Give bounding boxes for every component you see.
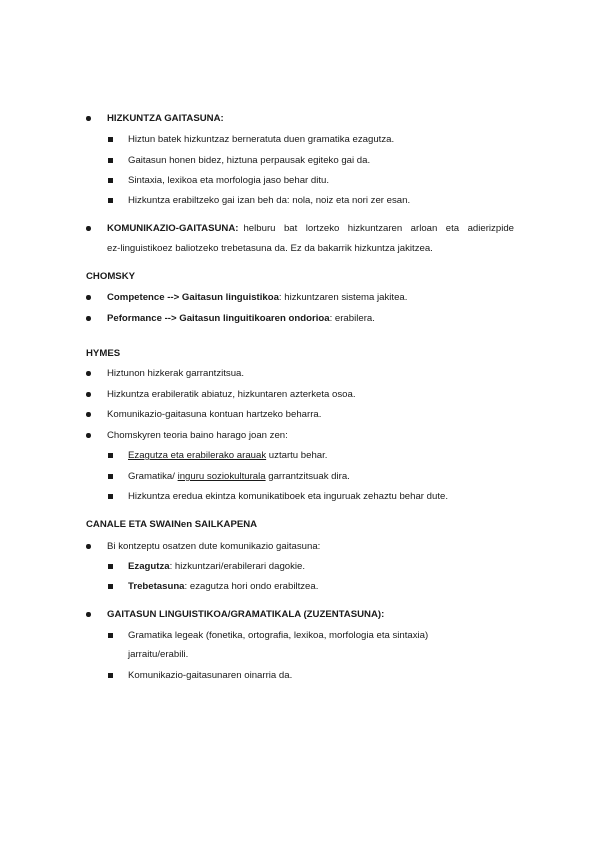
term-description: : erabilera. (329, 313, 375, 324)
list-item: Chomskyren teoria baino harago joan zen: (107, 430, 288, 441)
list-item: Hiztunon hizkerak garrantzitsua. (107, 368, 245, 379)
bullet-square (108, 137, 113, 142)
bullet-square (108, 673, 113, 678)
bullet-square (108, 633, 113, 638)
list-item: Sintaxia, lexikoa eta morfologia jaso behar ditu. (128, 175, 330, 186)
bullet-square (108, 494, 113, 499)
term: Ezagutza (128, 561, 170, 572)
bullet-square (108, 198, 113, 203)
list-item: Hizkuntza erabiltzeko gai izan beh da: nola, noiz eta nori zer esan. (128, 195, 411, 206)
underlined-text: Ezagutza eta erabilerako arauak (128, 450, 267, 461)
bullet-square (108, 453, 113, 458)
definition-text-continued: ez-linguistikoez baliotzeko trebetasuna da. Ez da bakarrik hizkuntza jakitzea. (107, 243, 433, 254)
term-komunikazio-gaitasuna: KOMUNIKAZIO-GAITASUNA: (107, 223, 239, 234)
paragraph-komunikazio-gaitasuna (107, 222, 514, 235)
list-item: Hiztun batek hizkuntzaz berneratuta duen gramatika ezagutza. (128, 134, 395, 145)
bullet-dot (86, 371, 91, 376)
list-item (128, 560, 305, 573)
list-item: Hizkuntza eredua ekintza komunikatiboek eta inguruak zehaztu behar dute. (128, 491, 448, 502)
list-item: Bi kontzeptu osatzen dute komunikazio gaitasuna: (107, 541, 321, 552)
term: Competence --> Gaitasun linguistikoa (107, 292, 279, 303)
bullet-dot (86, 433, 91, 438)
list-item (128, 580, 318, 593)
list-item (128, 470, 350, 483)
list-item: Gramatika legeak (fonetika, ortografia, lexikoa, morfologia eta sintaxia) (128, 630, 429, 641)
list-item: Komunikazio-gaitasuna kontuan hartzeko beharra. (107, 409, 322, 420)
list-item-continued: jarraitu/erabili. (128, 649, 189, 660)
bullet-dot (86, 295, 91, 300)
list-item (128, 449, 327, 462)
heading-canale-swain: CANALE ETA SWAINen SAILKAPENA (86, 519, 258, 530)
underlined-text: inguru soziokulturala (177, 471, 266, 482)
bullet-square (108, 474, 113, 479)
term-description: : hizkuntzaren sistema jakitea. (278, 292, 408, 303)
list-item (107, 312, 375, 325)
bullet-dot (86, 612, 91, 617)
bullet-square (108, 564, 113, 569)
section-title-hizkuntza-gaitasuna: HIZKUNTZA GAITASUNA: (107, 113, 224, 124)
list-item: Gaitasun honen bidez, hiztuna perpausak egiteko gai da. (128, 155, 371, 166)
term-description: : ezagutza hori ondo erabiltzea. (184, 581, 319, 592)
text: garrantzitsuak dira. (265, 471, 350, 482)
bullet-dot (86, 412, 91, 417)
definition-text: helburu bat lortzeko hizkuntzaren arloan eta adierizpide (243, 223, 514, 234)
bullet-square (108, 584, 113, 589)
bullet-dot (86, 116, 91, 121)
bullet-dot (86, 392, 91, 397)
list-item: Hizkuntza erabileratik abiatuz, hizkuntaren azterketa osoa. (107, 389, 356, 400)
bullet-square (108, 178, 113, 183)
bullet-dot (86, 226, 91, 231)
list-item (107, 291, 407, 304)
heading-chomsky: CHOMSKY (86, 271, 136, 282)
text: uztartu behar. (266, 450, 328, 461)
term: Trebetasuna (128, 581, 185, 592)
section-title-gaitasun-linguistikoa: GAITASUN LINGUISTIKOA/GRAMATIKALA (ZUZENTASUNA): (107, 609, 385, 620)
list-item: Komunikazio-gaitasunaren oinarria da. (128, 670, 293, 681)
bullet-square (108, 158, 113, 163)
bullet-dot (86, 544, 91, 549)
term: Peformance --> Gaitasun linguitikoaren ondorioa (107, 313, 330, 324)
heading-hymes: HYMES (86, 348, 121, 359)
text: Gramatika/ (128, 471, 178, 482)
term-description: : hizkuntzari/erabilerari dagokie. (169, 561, 306, 572)
bullet-dot (86, 316, 91, 321)
